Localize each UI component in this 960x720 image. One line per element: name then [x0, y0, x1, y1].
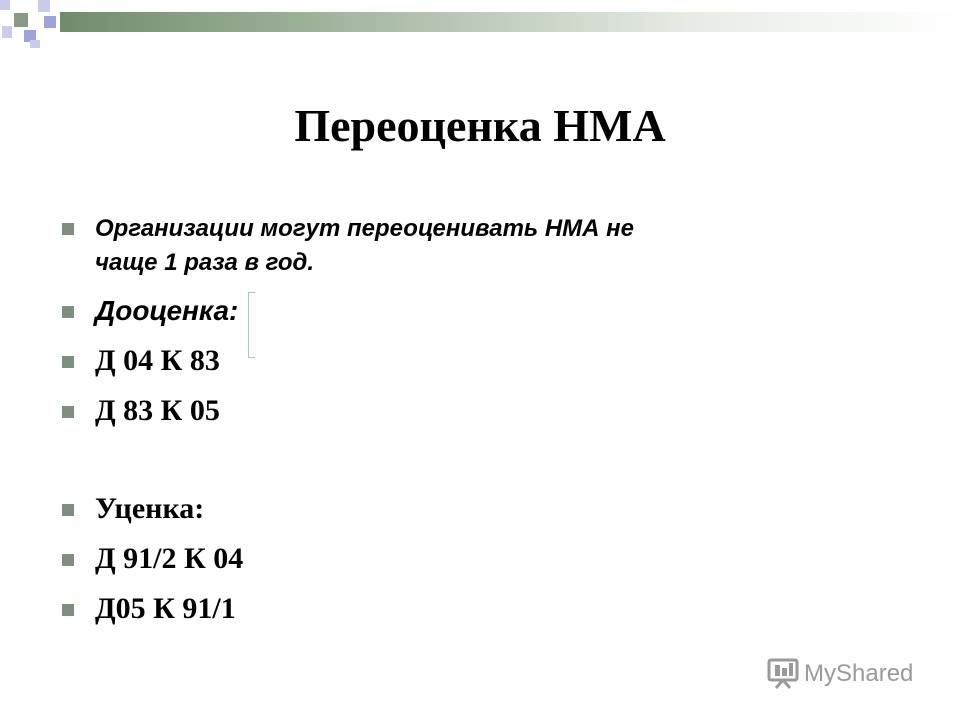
- watermark-text: MyShared: [804, 660, 914, 687]
- slide-title: Переоценка НМА: [294, 100, 666, 151]
- bullet-text: Д05 К 91/1: [95, 592, 236, 625]
- projector-screen-icon: [766, 658, 800, 690]
- bullet-square-icon: [62, 406, 74, 418]
- bullet-text: Уценка:: [95, 492, 205, 525]
- bullet-square-icon: [62, 504, 74, 516]
- list-item: [62, 590, 882, 630]
- list-item: [62, 490, 882, 530]
- bullet-square-icon: [62, 604, 74, 616]
- watermark: [766, 654, 913, 694]
- list-item: [62, 212, 882, 282]
- bullet-square-icon: [62, 306, 74, 318]
- bullet-square-icon: [62, 356, 74, 368]
- bullet-text: Дооценка:: [95, 295, 239, 326]
- bullet-square-icon: [62, 223, 74, 235]
- list-item: [62, 292, 882, 332]
- selection-bracket: [248, 292, 255, 358]
- bullet-text: Д 04 К 83: [95, 344, 220, 377]
- list-item: [62, 392, 882, 432]
- list-item: [62, 540, 882, 580]
- bullet-text: Д 83 К 05: [95, 394, 220, 427]
- bullet-square-icon: [62, 554, 74, 566]
- list-item: [62, 342, 882, 382]
- bullet-text: Д 91/2 К 04: [95, 542, 244, 575]
- bullet-text: Организации могут переоценивать НМА не чаще 1 раза в год.: [95, 215, 635, 276]
